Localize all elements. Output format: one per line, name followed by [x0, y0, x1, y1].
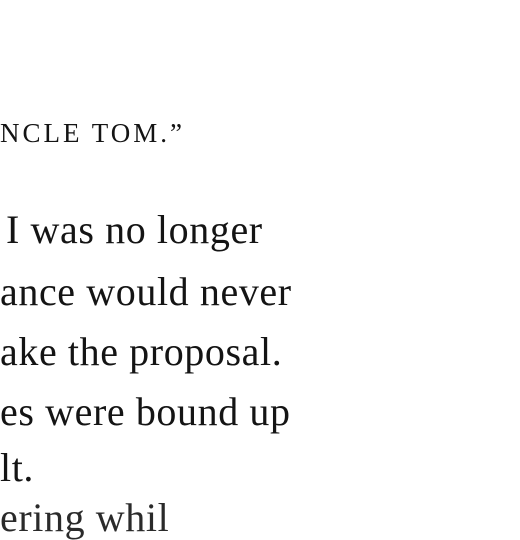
text-line: ance would never: [0, 269, 292, 314]
text-line: I was no longer: [6, 207, 263, 252]
running-head: NCLE TOM.”: [0, 118, 185, 148]
text-line: lt.: [0, 445, 35, 490]
text-line: es were bound up: [0, 389, 291, 434]
text-line-cut-off: ering whil: [0, 495, 170, 540]
text-line: ake the proposal.: [0, 329, 283, 374]
